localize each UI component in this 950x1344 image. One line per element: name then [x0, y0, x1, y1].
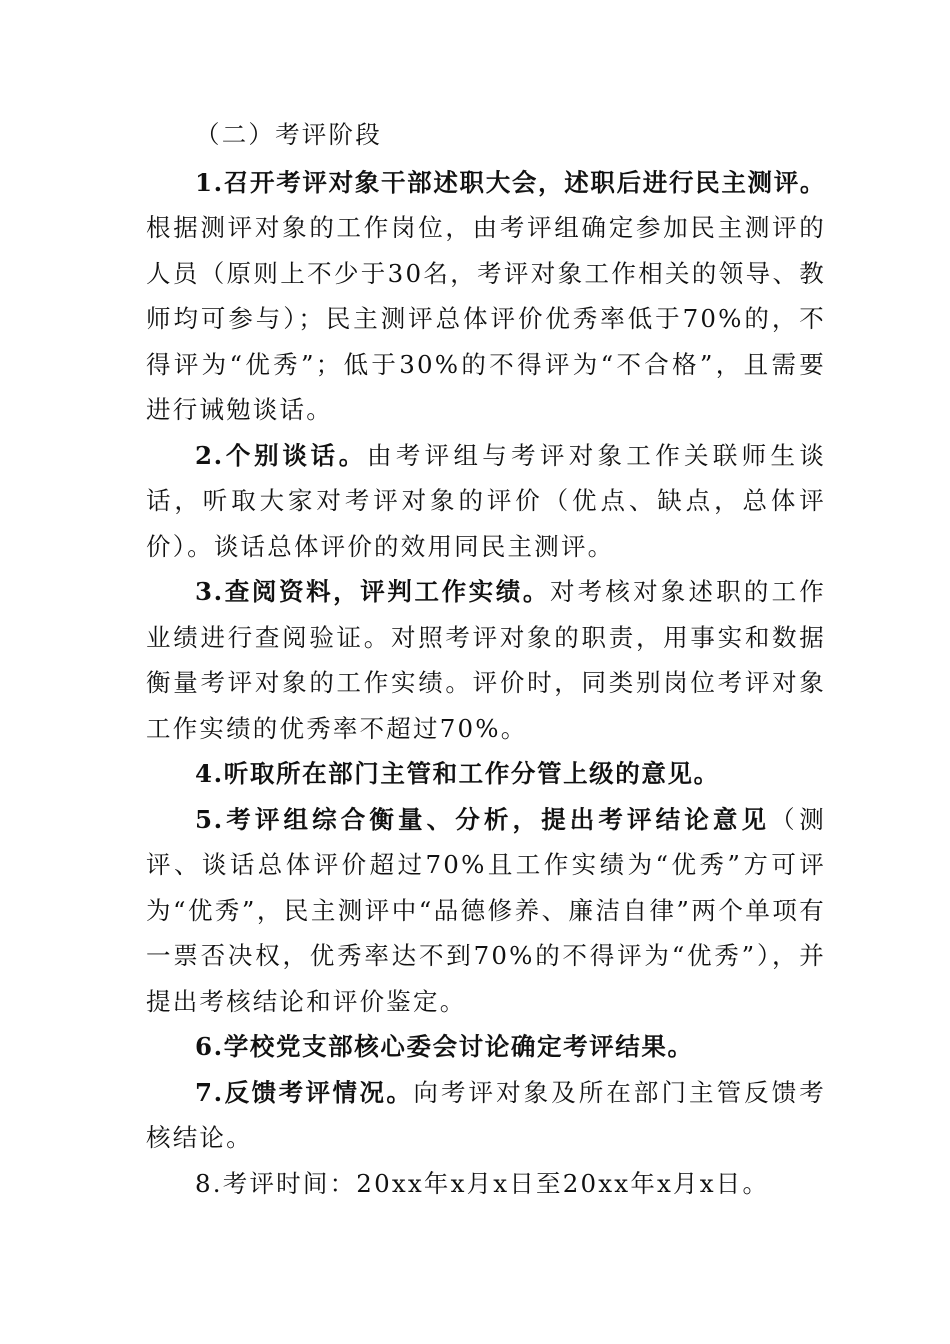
item-2	[146, 433, 826, 570]
item-7-lead: 7.反馈考评情况。	[195, 1077, 414, 1107]
item-6-lead: 6.学校党支部核心委会讨论确定考评结果。	[195, 1032, 694, 1061]
item-5	[146, 797, 826, 1025]
item-3-body: 对考核对象述职的工作业绩进行查阅验证。对照考评对象的职责，用事实和数据衡量考评对象的工作实绩。评价时，同类别岗位考评对象工作实绩的优秀率不超过70%。	[146, 577, 826, 743]
assessment-time: 8.考评时间：20xx年x月x日至20xx年x月x日。	[195, 1168, 770, 1198]
item-4-lead: 4.听取所在部门主管和工作分管上级的意见。	[195, 759, 720, 788]
item-7-body: 向考评对象及所在部门主管反馈考核结论。	[146, 1077, 826, 1152]
item-6	[146, 1024, 826, 1070]
item-7	[146, 1070, 826, 1161]
item-2-body: 由考评组与考评对象工作关联师生谈话，听取大家对考评对象的评价（优点、缺点，总体评价）。谈话总体评价的效用同民主测评。	[146, 440, 826, 561]
item-3	[146, 569, 826, 751]
section-heading: （二）考评阶段	[195, 120, 382, 149]
item-5-body: （测评、谈话总体评价超过70%且工作实绩为“优秀”方可评为“优秀”，民主测评中“品德修养、廉洁自律”两个单项有一票否决权，优秀率达不到70%的不得评为“优秀”），并提出考核结论和评价鉴定。	[146, 804, 826, 1016]
item-3-lead: 3.查阅资料，评判工作实绩。	[195, 577, 550, 606]
item-5-lead: 5.考评组综合衡量、分析，提出考评结论意见	[195, 804, 771, 834]
item-1-lead: 1.召开考评对象干部述职大会，述职后进行民主测评。	[195, 167, 826, 197]
item-4	[146, 751, 826, 797]
item-2-lead: 2.个别谈话。	[195, 440, 367, 470]
item-1-body: 根据测评对象的工作岗位，由考评组确定参加民主测评的人员（原则上不少于30名，考评对象工作相关的领导、教师均可参与）；民主测评总体评价优秀率低于70%的，不得评为“优秀”；低于30%的不得评为“不合格”，且需要进行诫勉谈话。	[146, 213, 826, 424]
item-1	[146, 160, 826, 433]
document-page	[146, 112, 826, 1206]
